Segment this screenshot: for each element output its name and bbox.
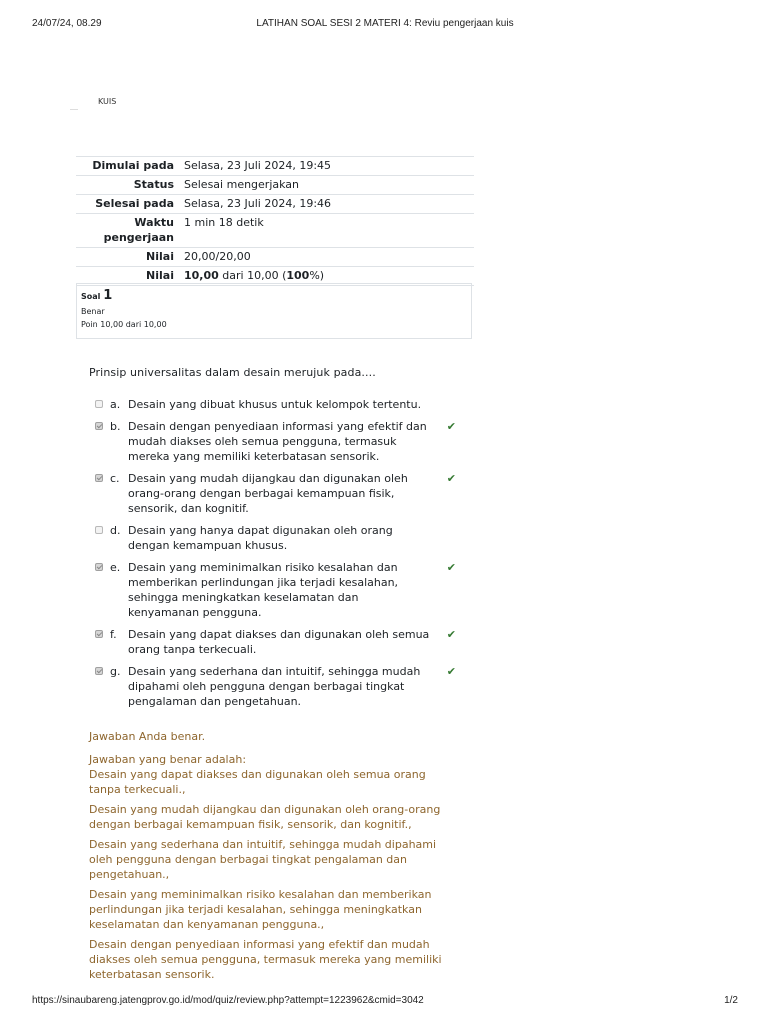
question-points: Poin 10,00 dari 10,00 [81,320,167,329]
answer-option [94,664,464,709]
summary-value: Selasa, 23 Juli 2024, 19:45 [180,157,474,176]
summary-label: Nilai [76,267,180,286]
summary-row [76,248,474,267]
question-text: Prinsip universalitas dalam desain merujuk pada.... [89,366,376,379]
breadcrumb [70,97,116,106]
grade-middle: dari 10,00 ( [218,269,287,282]
grade-percent: 100 [286,269,310,282]
feedback-answer: Desain yang mudah dijangkau dan digunakan oleh orang-orang dengan berbagai kemampuan fisik, sensorik, dan kognitif., [89,803,441,831]
print-header [32,18,738,32]
feedback-panel [89,729,449,987]
check-icon: ✔ [446,628,456,641]
check-icon: ✔ [446,420,456,433]
answer-option [94,627,464,657]
answer-letter: e. [110,561,121,574]
summary-row [76,176,474,195]
feedback-answer: Desain dengan penyediaan informasi yang efektif dan mudah diakses oleh semua pengguna, termasuk mereka yang memiliki keterbatasan sensorik. [89,938,442,981]
answer-checkbox[interactable] [95,422,103,430]
answer-option [94,523,464,553]
grade-score: 10,00 [184,269,219,282]
answer-letter: b. [110,420,121,433]
breadcrumb-quiz-link[interactable]: KUIS [98,97,117,106]
feedback-answer: Desain yang sederhana dan intuitif, sehingga mudah dipahami oleh pengguna dengan berbagai tingkat pengalaman dan pengetahuan., [89,838,437,881]
check-icon: ✔ [446,665,456,678]
summary-value: 20,00/20,00 [180,248,474,267]
answer-options [94,397,464,716]
question-info-box [76,283,472,339]
answer-checkbox[interactable] [95,474,103,482]
print-page-number: 1/2 [724,995,738,1006]
print-datetime: 24/07/24, 08.29 [32,18,102,29]
summary-label: Waktu pengerjaan [76,214,180,248]
answer-checkbox[interactable] [95,667,103,675]
feedback-result: Jawaban Anda benar. [89,730,206,743]
answer-text: Desain yang dapat diakses dan digunakan oleh semua orang tanpa terkecuali. [128,628,430,656]
check-icon: ✔ [446,472,456,485]
answer-text: Desain yang sederhana dan intuitif, sehingga mudah dipahami oleh pengguna dengan berbagai tingkat pengalaman dan pengetahuan. [128,665,421,708]
summary-row [76,157,474,176]
summary-row [76,195,474,214]
answer-option [94,471,464,516]
feedback-answer: Desain yang meminimalkan risiko kesalahan dan memberikan perlindungan jika terjadi kesalahan, sehingga meningkatkan keselamatan dan kenyamanan pengguna., [89,888,432,931]
answer-text: Desain yang mudah dijangkau dan digunakan oleh orang-orang dengan berbagai kemampuan fisik, sensorik, dan kognitif. [128,472,408,515]
answer-option [94,397,464,412]
print-footer [32,995,738,1009]
answer-text: Desain yang hanya dapat digunakan oleh orang dengan kemampuan khusus. [128,524,393,552]
question-state: Benar [81,307,105,316]
feedback-right-answer-label: Jawaban yang benar adalah: [89,753,247,766]
answer-letter: f. [110,628,117,641]
print-url: https://sinaubareng.jatengprov.go.id/mod/quiz/review.php?attempt=1223962&cmid=3042 [32,995,424,1006]
grade-tail: %) [309,269,325,282]
summary-label: Nilai [76,248,180,267]
check-icon: ✔ [446,561,456,574]
summary-value: 1 min 18 detik [180,214,474,248]
question-number: Soal 1 [81,288,113,303]
answer-option [94,419,464,464]
summary-label: Status [76,176,180,195]
answer-letter: g. [110,665,121,678]
attempt-summary-table [76,156,474,286]
answer-text: Desain yang dibuat khusus untuk kelompok tertentu. [128,398,422,411]
summary-value: Selesai mengerjakan [180,176,474,195]
answer-checkbox[interactable] [95,526,103,534]
summary-value: Selasa, 23 Juli 2024, 19:46 [180,195,474,214]
summary-label: Dimulai pada [76,157,180,176]
feedback-answer: Desain yang dapat diakses dan digunakan oleh semua orang tanpa terkecuali., [89,768,426,796]
answer-text: Desain dengan penyediaan informasi yang efektif dan mudah diakses oleh semua pengguna, termasuk mereka yang memiliki keterbatasan sensorik. [128,420,427,463]
breadcrumb-divider [70,109,78,110]
summary-label: Selesai pada [76,195,180,214]
answer-letter: a. [110,398,121,411]
answer-checkbox[interactable] [95,630,103,638]
answer-checkbox[interactable] [95,400,103,408]
summary-row [76,214,474,248]
answer-letter: d. [110,524,121,537]
answer-text: Desain yang meminimalkan risiko kesalahan dan memberikan perlindungan jika terjadi kesalahan, sehingga meningkatkan keselamatan dan kenyamanan pengguna. [128,561,399,619]
answer-letter: c. [110,472,120,485]
answer-checkbox[interactable] [95,563,103,571]
answer-option [94,560,464,620]
print-title: LATIHAN SOAL SESI 2 MATERI 4: Reviu pengerjaan kuis [256,18,514,29]
